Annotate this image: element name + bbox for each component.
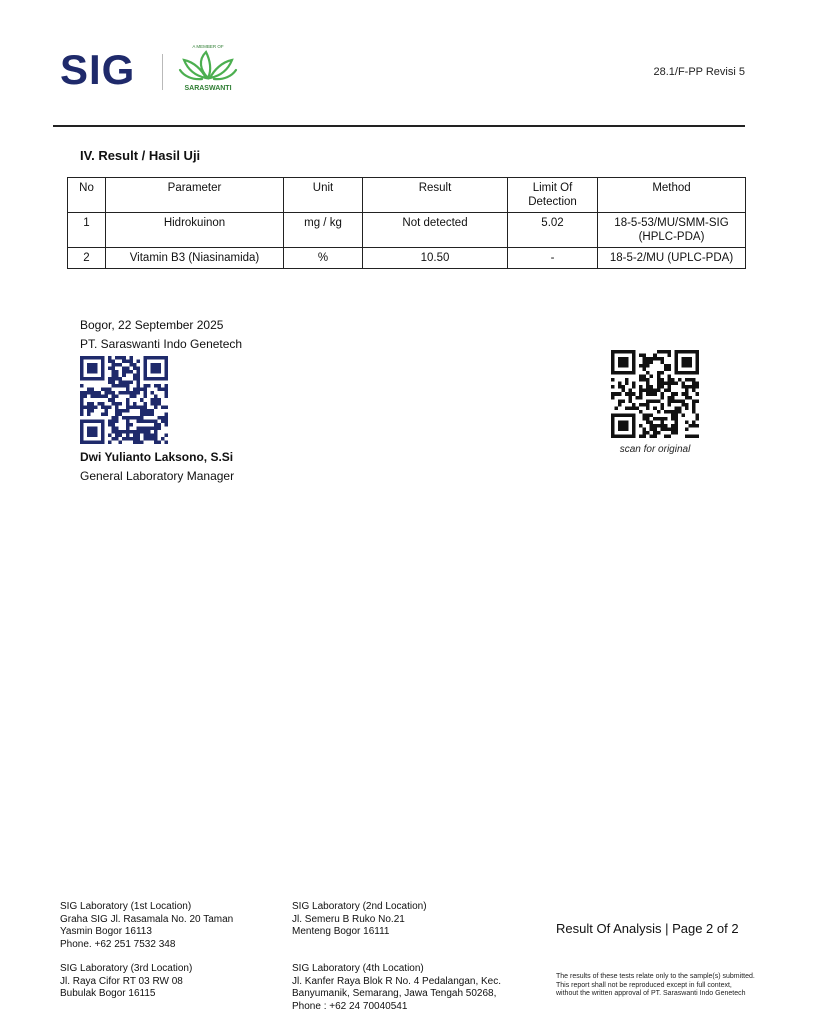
header-result: Result bbox=[363, 178, 508, 213]
disclaimer-line: The results of these tests relate only to the sample(s) submitted. bbox=[556, 973, 755, 980]
footer-line: SIG Laboratory (3rd Location) bbox=[60, 963, 193, 974]
footer-line: Phone. +62 251 7532 348 bbox=[60, 938, 176, 950]
sig-logo-text: SIG bbox=[60, 46, 136, 93]
footer-line: SIG Laboratory (4th Location) bbox=[292, 963, 424, 974]
header-unit: Unit bbox=[284, 178, 363, 213]
header-lod-line2: Detection bbox=[528, 196, 577, 208]
sig-logo bbox=[60, 46, 150, 94]
member-of-text: A MEMBER OF bbox=[192, 44, 224, 49]
footer-line: Jl. Semeru B Ruko No.21 bbox=[292, 913, 405, 925]
footer-line: Banyumanik, Semarang, Jawa Tengah 50268, bbox=[292, 988, 497, 999]
footer-line: Phone : +62 24 70040541 bbox=[292, 1000, 408, 1012]
logo-divider bbox=[162, 54, 163, 90]
footer-location-4 bbox=[292, 963, 501, 1013]
footer-line: Jl. Kanfer Raya Blok R No. 4 Pedalangan, Kec. bbox=[292, 975, 502, 987]
header-lod-line1: Limit Of bbox=[532, 182, 573, 194]
disclaimer bbox=[556, 973, 755, 999]
header-method: Method bbox=[598, 178, 746, 213]
cell-result: Not detected bbox=[363, 213, 508, 248]
footer-line: Graha SIG Jl. Rasamala No. 20 Taman bbox=[60, 913, 234, 925]
cell-method-line2: (HPLC-PDA) bbox=[638, 231, 705, 243]
place-date: Bogor, 22 September 2025 bbox=[80, 318, 224, 332]
cell-method bbox=[598, 213, 746, 248]
cell-unit: % bbox=[284, 248, 363, 269]
cell-no: 2 bbox=[68, 248, 106, 269]
table-header-row bbox=[68, 178, 746, 213]
footer-location-3 bbox=[60, 963, 192, 1001]
cell-parameter: Vitamin B3 (Niasinamida) bbox=[106, 248, 284, 269]
cell-method-line1: 18-5-53/MU/SMM-SIG bbox=[614, 217, 729, 229]
header-limit-of-detection bbox=[508, 178, 598, 213]
saraswanti-text: SARASWANTI bbox=[184, 85, 232, 92]
signatory-name: Dwi Yulianto Laksono, S.Si bbox=[80, 450, 234, 464]
section-title: IV. Result / Hasil Uji bbox=[80, 148, 201, 163]
table-row bbox=[68, 248, 746, 269]
leaf-icon bbox=[180, 52, 236, 79]
page-indicator: Result Of Analysis | Page 2 of 2 bbox=[556, 921, 739, 936]
footer-line: Bubulak Bogor 16115 bbox=[60, 988, 156, 999]
footer-line: Yasmin Bogor 16113 bbox=[60, 926, 152, 937]
result-table bbox=[67, 177, 746, 269]
qr-code-icon[interactable] bbox=[611, 350, 699, 438]
cell-method: 18-5-2/MU (UPLC-PDA) bbox=[598, 248, 746, 269]
footer-location-1 bbox=[60, 901, 233, 951]
cell-no: 1 bbox=[68, 213, 106, 248]
cell-lod: - bbox=[508, 248, 598, 269]
disclaimer-line: This report shall not be reproduced except in full context, bbox=[556, 981, 732, 989]
document-code: 28.1/F-PP Revisi 5 bbox=[653, 66, 745, 78]
footer-line: Menteng Bogor 16111 bbox=[292, 926, 390, 937]
signatory-title: General Laboratory Manager bbox=[80, 469, 235, 483]
cell-lod: 5.02 bbox=[508, 213, 598, 248]
company-name: PT. Saraswanti Indo Genetech bbox=[80, 337, 243, 351]
header-no: No bbox=[68, 178, 106, 213]
scan-for-original-caption: scan for original bbox=[619, 444, 691, 455]
disclaimer-line: without the written approval of PT. Saraswanti Indo Genetech bbox=[556, 990, 746, 997]
header-divider bbox=[53, 125, 745, 127]
qr-code-icon bbox=[80, 356, 168, 444]
cell-result: 10.50 bbox=[363, 248, 508, 269]
cell-parameter: Hidrokuinon bbox=[106, 213, 284, 248]
footer-line: Jl. Raya Cifor RT 03 RW 08 bbox=[60, 975, 183, 987]
saraswanti-logo bbox=[176, 42, 240, 94]
footer-line: SIG Laboratory (1st Location) bbox=[60, 901, 192, 912]
header-parameter: Parameter bbox=[106, 178, 284, 213]
footer-line: SIG Laboratory (2nd Location) bbox=[292, 901, 427, 912]
table-row bbox=[68, 213, 746, 248]
cell-unit: mg / kg bbox=[284, 213, 363, 248]
footer-location-2 bbox=[292, 901, 427, 939]
